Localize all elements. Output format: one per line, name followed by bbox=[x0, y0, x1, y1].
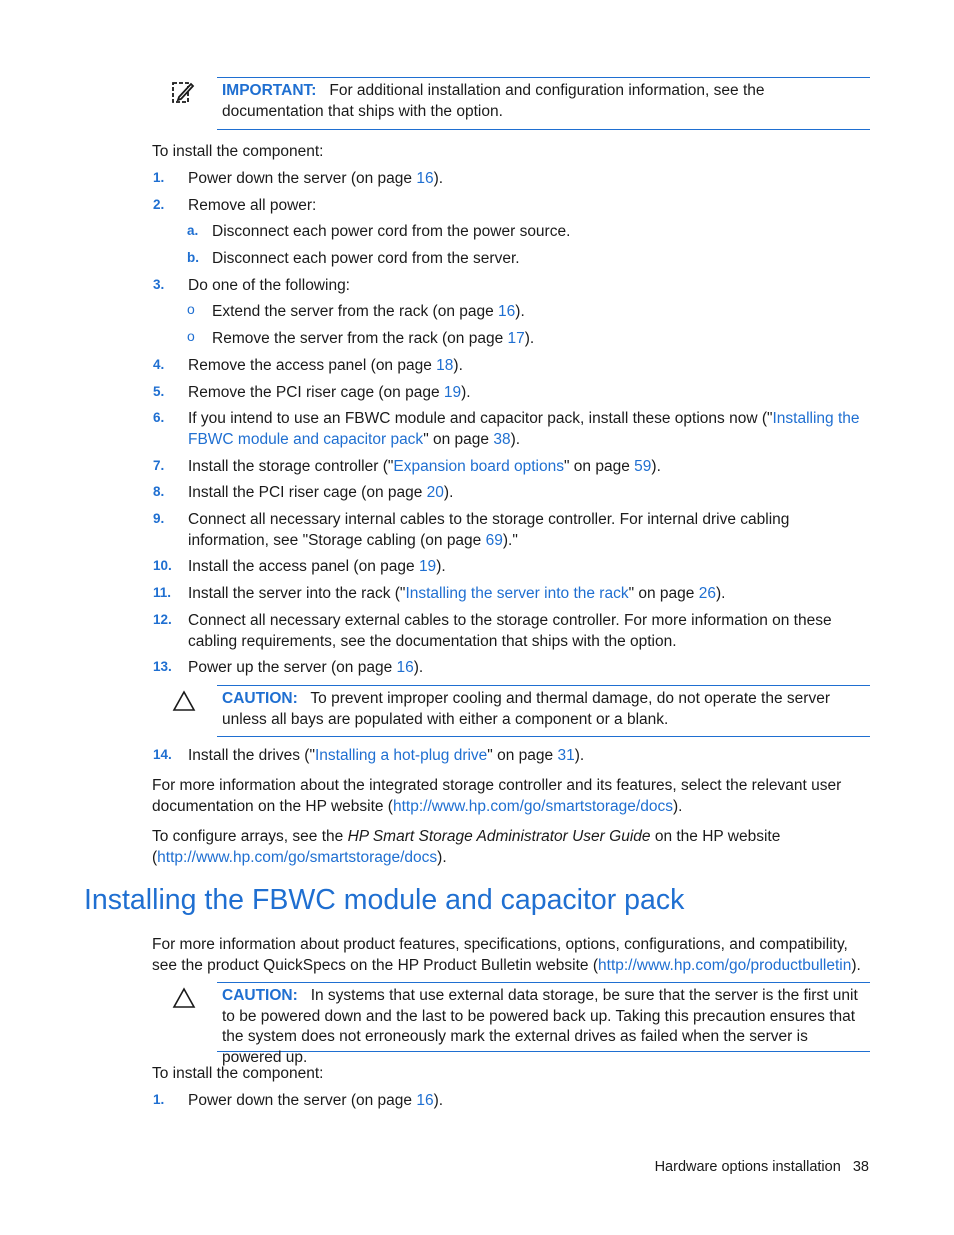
page-link[interactable]: 19 bbox=[418, 558, 437, 575]
important-note bbox=[217, 77, 870, 130]
step-number: 2. bbox=[153, 197, 165, 212]
caution-triangle-icon bbox=[172, 987, 196, 1009]
important-note-icon bbox=[171, 80, 195, 104]
caution-label: CAUTION: bbox=[222, 987, 298, 1004]
substep-text: Disconnect each power cord from the power source. bbox=[212, 223, 571, 240]
step-number: 3. bbox=[153, 277, 165, 292]
page-link[interactable]: 17 bbox=[507, 330, 525, 347]
page-link[interactable]: 31 bbox=[557, 747, 575, 764]
step-text: Power down the server (on page 16). bbox=[188, 1092, 444, 1109]
substep-text: Disconnect each power cord from the server. bbox=[212, 250, 520, 267]
step-text: Remove the access panel (on page 18). bbox=[188, 357, 463, 374]
page-link[interactable]: 18 bbox=[436, 357, 454, 374]
step-number: 13. bbox=[153, 659, 172, 674]
intro-text: To install the component: bbox=[152, 143, 324, 160]
step-number: 10. bbox=[153, 558, 172, 573]
step-text: Install the drives ("Installing a hot-plug drive" on page 31). bbox=[188, 747, 585, 764]
page-link[interactable]: 38 bbox=[493, 431, 511, 448]
page-link[interactable]: 16 bbox=[416, 170, 434, 187]
step-number: 4. bbox=[153, 357, 165, 372]
step-number: 9. bbox=[153, 511, 165, 526]
guide-title: HP Smart Storage Administrator User Guide bbox=[347, 828, 651, 845]
page-link[interactable]: 16 bbox=[416, 1092, 434, 1109]
step-number: 8. bbox=[153, 484, 165, 499]
configure-paragraph: To configure arrays, see the HP Smart Storage Administrator User Guide on the HP website (http://www.hp.com/go/smartstorage/docs). bbox=[152, 828, 781, 866]
step-text: If you intend to use an FBWC module and capacitor pack, install these options now ("Installing the FBWC module and capacitor pack" on page 38). bbox=[188, 410, 860, 448]
step-text: Install the PCI riser cage (on page 20). bbox=[188, 484, 454, 501]
footer-section: Hardware options installation bbox=[654, 1159, 841, 1175]
substep-text: Extend the server from the rack (on page 16). bbox=[212, 303, 525, 320]
step-text: Remove all power: bbox=[188, 197, 317, 214]
step-number: 11. bbox=[153, 585, 172, 600]
smartstorage-link[interactable]: http://www.hp.com/go/smartstorage/docs bbox=[157, 849, 438, 866]
productbulletin-link[interactable]: http://www.hp.com/go/productbulletin bbox=[598, 957, 852, 974]
substep-text: Remove the server from the rack (on page 17). bbox=[212, 330, 535, 347]
caution-text: To prevent improper cooling and thermal damage, do not operate the server unless all bays are populated with either a component or a blank. bbox=[222, 690, 830, 728]
page-number: 38 bbox=[852, 1159, 869, 1175]
step-number: 12. bbox=[153, 612, 172, 627]
step-number: 5. bbox=[153, 384, 165, 399]
important-label: IMPORTANT: bbox=[222, 82, 317, 99]
quickspecs-paragraph: For more information about product features, specifications, options, configurations, and compatibility, see the product QuickSpecs on the HP Product Bulletin website (http://www.hp.com/go/productbulletin). bbox=[152, 936, 861, 974]
caution-text: In systems that use external data storage, be sure that the server is the first unit to be powered down and the last to be powered back up. Taking this precaution ensures that the system does not erroneously mark the external drives as failed when the server is powered up. bbox=[222, 987, 858, 1066]
page-link[interactable]: 26 bbox=[698, 585, 716, 602]
step-number: 14. bbox=[153, 747, 172, 762]
step-text: Install the storage controller ("Expansion board options" on page 59). bbox=[188, 458, 661, 475]
step-text: Power down the server (on page 16). bbox=[188, 170, 444, 187]
bullet-icon: o bbox=[187, 301, 195, 317]
smartstorage-link[interactable]: http://www.hp.com/go/smartstorage/docs bbox=[392, 798, 673, 815]
page-footer bbox=[655, 1159, 869, 1175]
caution-triangle-icon bbox=[172, 690, 196, 712]
section-link[interactable]: Installing the server into the rack bbox=[405, 585, 629, 602]
step-text: Connect all necessary external cables to the storage controller. For more information on these cabling requirements, see the documentation that ships with the option. bbox=[188, 612, 832, 650]
step-text: Install the server into the rack ("Installing the server into the rack" on page 26). bbox=[188, 585, 726, 602]
step-text: Power up the server (on page 16). bbox=[188, 659, 424, 676]
more-info-paragraph: For more information about the integrated storage controller and its features, select the relevant user documentation on the HP website (http://www.hp.com/go/smartstorage/docs). bbox=[152, 777, 842, 815]
step-text: Remove the PCI riser cage (on page 19). bbox=[188, 384, 471, 401]
page-link[interactable]: 59 bbox=[634, 458, 652, 475]
bullet-icon: o bbox=[187, 328, 195, 344]
step-text: Do one of the following: bbox=[188, 277, 350, 294]
step-number: 1. bbox=[153, 1092, 165, 1107]
section-heading: Installing the FBWC module and capacitor pack bbox=[84, 884, 685, 916]
substep-letter: b. bbox=[187, 250, 199, 265]
step-number: 7. bbox=[153, 458, 165, 473]
page-link[interactable]: 16 bbox=[396, 659, 414, 676]
important-text: For additional installation and configuration information, see the documentation that ships with the option. bbox=[222, 82, 765, 120]
step-number: 1. bbox=[153, 170, 165, 185]
page-link[interactable]: 69 bbox=[485, 532, 503, 549]
section-link[interactable]: Installing a hot-plug drive bbox=[314, 747, 488, 764]
substep-letter: a. bbox=[187, 223, 199, 238]
step-number: 6. bbox=[153, 410, 165, 425]
caution-note bbox=[217, 982, 870, 1066]
section-link[interactable]: Expansion board options bbox=[393, 458, 564, 475]
page-link[interactable]: 16 bbox=[498, 303, 516, 320]
section-link[interactable]: Installing the FBWC module and capacitor pack bbox=[188, 410, 860, 448]
page-link[interactable]: 20 bbox=[426, 484, 444, 501]
step-text: Connect all necessary internal cables to the storage controller. For internal drive cabling information, see "Storage cabling (on page 69)." bbox=[188, 511, 790, 549]
caution-label: CAUTION: bbox=[222, 690, 298, 707]
page-link[interactable]: 19 bbox=[443, 384, 462, 401]
intro-text: To install the component: bbox=[152, 1065, 324, 1082]
step-text: Install the access panel (on page 19). bbox=[188, 558, 446, 575]
caution-note bbox=[217, 685, 870, 737]
